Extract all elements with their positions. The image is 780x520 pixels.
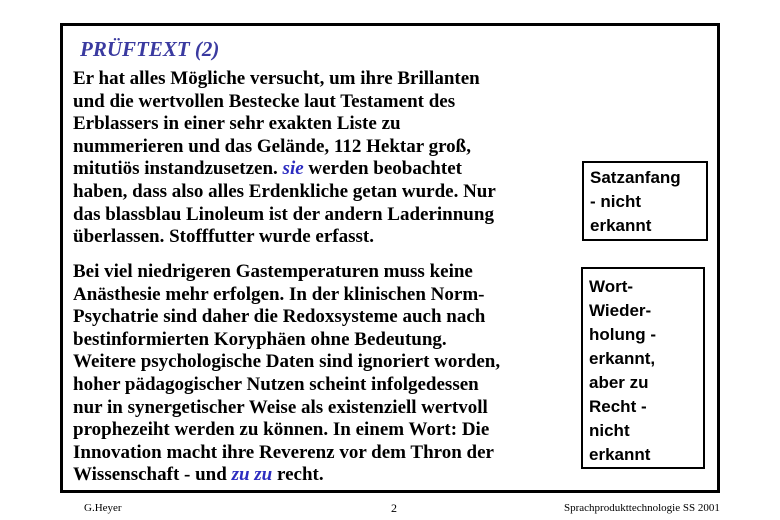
paragraph-line: nummerieren und das Gelände, 112 Hektar groß, (73, 135, 471, 157)
paragraph-line: Psychatrie sind daher die Redoxsysteme auch nach (73, 306, 486, 328)
slide-title: PRÜFTEXT (2) (80, 37, 220, 61)
annotation-line: Wort- (589, 277, 634, 296)
paragraph-line: überlassen. Stofffutter wurde erfasst. (73, 226, 374, 248)
annotation-line: Wieder- (589, 301, 652, 320)
paragraph-line: hoher pädagogischer Nutzen scheint infolgedessen (73, 373, 479, 395)
annotation-line: nicht (589, 421, 630, 440)
footer-course: Sprachprodukttechnologie SS 2001 (564, 502, 720, 514)
annotation-line: Satzanfang (590, 168, 681, 187)
annotation-line: holung - (589, 325, 657, 344)
annotation-line: - nicht (590, 192, 641, 211)
annotation-line: erkannt, (589, 349, 656, 368)
paragraph-line: Anästhesie mehr erfolgen. In der klinischen Norm- (73, 283, 485, 305)
annotation-line: aber zu (589, 373, 649, 392)
annotation-line: erkannt (589, 445, 651, 464)
highlighted-word: zu zu (231, 464, 273, 486)
paragraph-line: nur in synergetischer Weise als existenziell wertvoll (73, 396, 488, 418)
annotation-box-sentence-start (582, 161, 708, 241)
paragraph-line: und die wertvollen Bestecke laut Testament des (73, 90, 456, 112)
highlighted-word: sie (282, 158, 304, 180)
paragraph-line-part: recht. (272, 464, 324, 486)
paragraph-line: Erblassers in einer sehr exakten Liste zu (73, 113, 401, 135)
paragraph-line: Er hat alles Mögliche versucht, um ihre Brillanten (73, 68, 480, 89)
annotation-line: erkannt (590, 216, 652, 235)
annotation-box-word-repetition (581, 267, 705, 469)
paragraph-line: prophezeiht werden zu können. In einem Wort: Die (73, 419, 490, 441)
test-paragraph-1 (73, 68, 496, 249)
annotation-line: Recht - (589, 397, 647, 416)
paragraph-line-part: mitutiös instandzusetzen. (73, 158, 283, 180)
test-paragraph-2 (73, 261, 500, 487)
paragraph-line-part: werden beobachtet (303, 158, 462, 180)
footer-author: G.Heyer (84, 502, 122, 514)
paragraph-line-part: Wissenschaft - und (73, 464, 232, 486)
paragraph-line: bestinformierten Koryphäen ohne Bedeutung. (73, 328, 447, 350)
footer-page-number: 2 (391, 501, 397, 515)
paragraph-line: das blassblau Linoleum ist der andern Laderinnung (73, 203, 494, 225)
paragraph-line: haben, dass also alles Erdenkliche getan wurde. Nur (73, 180, 496, 202)
paragraph-line: Innovation macht ihre Reverenz vor dem Thron der (73, 441, 494, 463)
paragraph-line: Weitere psychologische Daten sind ignoriert worden, (73, 351, 501, 373)
paragraph-line: Bei viel niedrigeren Gastemperaturen muss keine (73, 261, 473, 282)
